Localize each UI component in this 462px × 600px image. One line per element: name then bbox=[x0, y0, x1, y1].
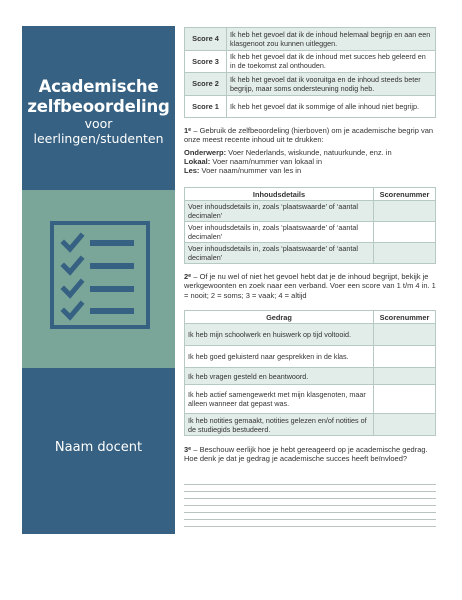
header-content-details: Inhoudsdetails bbox=[185, 188, 374, 201]
score-row bbox=[185, 73, 436, 96]
header-score-number: Scorenummer bbox=[374, 311, 436, 324]
subtitle-line-1: voor bbox=[84, 116, 113, 131]
step-description: – Of je nu wel of niet het gevoel hebt dat je de inhoud begrijpt, bekijk je werkgewoonten en zoek naar een verband. Voer een score van 1 t/m 4 in. 1 = nooit; 2 = soms; 3 = vaak; 4 = altijd bbox=[184, 272, 436, 300]
table-row bbox=[185, 222, 436, 243]
score-row bbox=[185, 95, 436, 118]
teacher-name: Naam docent bbox=[54, 440, 143, 455]
subtitle-line-2: leerlingen/studenten bbox=[33, 131, 164, 146]
score-cell[interactable] bbox=[374, 368, 436, 385]
score-label: Score 1 bbox=[185, 95, 227, 118]
score-cell[interactable] bbox=[374, 385, 436, 414]
score-label: Score 4 bbox=[185, 28, 227, 51]
classroom-value[interactable]: Voer naam/nummer van lokaal in bbox=[210, 156, 322, 166]
step-number: 2 bbox=[184, 272, 189, 281]
table-row bbox=[185, 385, 436, 414]
score-cell[interactable] bbox=[374, 222, 436, 243]
step-1-instructions bbox=[184, 126, 436, 175]
score-cell[interactable] bbox=[374, 201, 436, 222]
score-cell[interactable] bbox=[374, 243, 436, 264]
table-row bbox=[185, 201, 436, 222]
behavior-cell: Ik heb goed geluisterd naar gesprekken in de klas. bbox=[185, 346, 374, 368]
score-row bbox=[185, 28, 436, 51]
step-description: – Gebruik de zelfbeoordeling (hierboven) om je academische begrip van onze meest recente inhoud uit te drukken: bbox=[184, 126, 434, 145]
table-header-row bbox=[185, 311, 436, 324]
table-header-row bbox=[185, 188, 436, 201]
lesson-label: Les: bbox=[184, 166, 200, 176]
step-2-instructions bbox=[184, 272, 436, 300]
score-cell[interactable] bbox=[374, 414, 436, 436]
answer-line[interactable] bbox=[184, 492, 436, 499]
score-label: Score 2 bbox=[185, 73, 227, 96]
score-legend bbox=[184, 27, 436, 118]
step-number: 3 bbox=[184, 445, 189, 454]
subject-label: Onderwerp: bbox=[184, 147, 227, 157]
title-line-1: Academische bbox=[38, 77, 159, 96]
answer-line[interactable] bbox=[184, 513, 436, 520]
score-cell[interactable] bbox=[374, 324, 436, 346]
score-description: Ik heb het gevoel dat ik vooruitga en de inhoud steeds beter begrijp, maar soms ondersteuning nodig heb. bbox=[227, 73, 436, 96]
content-detail-cell[interactable]: Voer inhoudsdetails in, zoals ‘plaatswaarde’ of ‘aantal decimalen’ bbox=[185, 243, 374, 264]
answer-line[interactable] bbox=[184, 520, 436, 527]
content-detail-cell[interactable]: Voer inhoudsdetails in, zoals ‘plaatswaarde’ of ‘aantal decimalen’ bbox=[185, 222, 374, 243]
classroom-label: Lokaal: bbox=[184, 156, 211, 166]
lesson-field[interactable] bbox=[184, 166, 436, 175]
table-row bbox=[185, 346, 436, 368]
step-description: – Beschouw eerlijk hoe je hebt gereageerd op je academische gedrag. Hoe denk je dat je gedrag je academische succes heeft beïnvloed? bbox=[184, 445, 428, 464]
answer-line[interactable] bbox=[184, 506, 436, 513]
document-subtitle bbox=[22, 116, 175, 146]
score-description: Ik heb het gevoel dat ik de inhoud met succes heb geleerd en in de toekomst zal onthouden. bbox=[227, 50, 436, 73]
behavior-cell: Ik heb mijn schoolwerk en huiswerk op tijd voltooid. bbox=[185, 324, 374, 346]
score-cell[interactable] bbox=[374, 346, 436, 368]
lesson-value[interactable]: Voer naam/nummer van les in bbox=[199, 166, 302, 176]
reflection-answer-area[interactable] bbox=[184, 478, 436, 527]
behavior-table bbox=[184, 310, 436, 436]
score-description: Ik heb het gevoel dat ik sommige of alle inhoud niet begrijp. bbox=[227, 95, 436, 118]
subject-field[interactable] bbox=[184, 148, 436, 157]
step-ordinal: e bbox=[188, 127, 192, 133]
score-label: Score 3 bbox=[185, 50, 227, 73]
header-behavior: Gedrag bbox=[185, 311, 374, 324]
table-row bbox=[185, 368, 436, 385]
step-3-instructions bbox=[184, 445, 436, 464]
classroom-field[interactable] bbox=[184, 157, 436, 166]
answer-line[interactable] bbox=[184, 485, 436, 492]
answer-line[interactable] bbox=[184, 478, 436, 485]
behavior-cell: Ik heb notities gemaakt, notities gelezen en/of notities of de studiegids bestudeerd. bbox=[185, 414, 374, 436]
table-row bbox=[185, 414, 436, 436]
checklist-icon bbox=[50, 221, 150, 329]
step-ordinal: e bbox=[188, 446, 192, 452]
step-1-text bbox=[184, 126, 436, 145]
score-description: Ik heb het gevoel dat ik de inhoud helemaal begrijp en aan een klasgenoot zou kunnen uitleggen. bbox=[227, 28, 436, 51]
content-detail-cell[interactable]: Voer inhoudsdetails in, zoals ‘plaatswaarde’ of ‘aantal decimalen’ bbox=[185, 201, 374, 222]
document-title bbox=[22, 77, 175, 117]
table-row bbox=[185, 324, 436, 346]
subject-value[interactable]: Voer Nederlands, wiskunde, natuurkunde, enz. in bbox=[226, 147, 392, 157]
content-details-table bbox=[184, 187, 436, 264]
title-line-2: zelfbeoordeling bbox=[27, 97, 170, 116]
behavior-cell: Ik heb actief samengewerkt met mijn klasgenoten, maar alleen wanneer dat gepast was. bbox=[185, 385, 374, 414]
step-number: 1 bbox=[184, 126, 189, 135]
answer-line[interactable] bbox=[184, 499, 436, 506]
header-score-number: Scorenummer bbox=[374, 188, 436, 201]
table-row bbox=[185, 243, 436, 264]
behavior-cell: Ik heb vragen gesteld en beantwoord. bbox=[185, 368, 374, 385]
step-ordinal: e bbox=[188, 273, 192, 279]
score-row bbox=[185, 50, 436, 73]
